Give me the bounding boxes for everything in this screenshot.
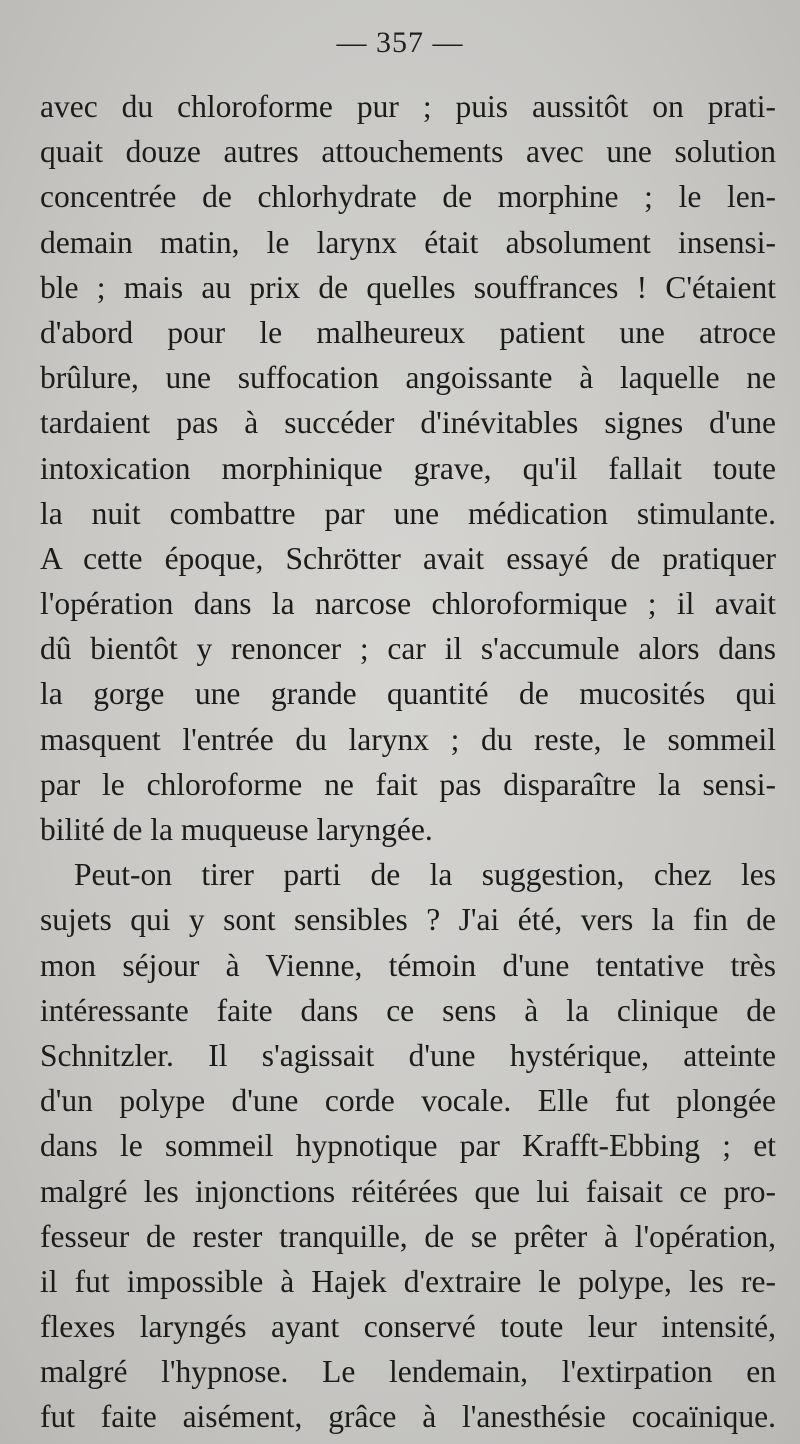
paragraph-1 (40, 84, 776, 852)
text-line: quait douze autres attouchements avec une solution (40, 134, 776, 170)
text-line: flexes laryngés ayant conservé toute leur intensité, (40, 1309, 776, 1345)
text-line: il fut impossible à Hajek d'extraire le polype, les re- (40, 1263, 776, 1299)
text-line: demain matin, le larynx était absolument insensi- (40, 224, 776, 260)
text-line: intoxication morphinique grave, qu'il fallait toute (40, 450, 776, 486)
text-line: d'un polype d'une corde vocale. Elle fut plongée (40, 1083, 776, 1119)
text-line: par le chloroforme ne fait pas disparaître la sensi- (40, 766, 776, 802)
text-line: Peut-on tirer parti de la suggestion, chez les (74, 857, 776, 893)
text-line: fesseur de rester tranquille, de se prêter à l'opération, (40, 1218, 776, 1254)
text-line: tardaient pas à succéder d'inévitables signes d'une (40, 405, 776, 441)
text-line: la gorge une grande quantité de mucosités qui (40, 676, 776, 712)
text-line: mon séjour à Vienne, témoin d'une tentative très (40, 947, 776, 983)
text-line: ble ; mais au prix de quelles souffrances ! C'étaient (40, 269, 776, 305)
text-line: l'opération dans la narcose chloroformique ; il avait (40, 586, 776, 622)
text-line: masquent l'entrée du larynx ; du reste, le sommeil (40, 721, 776, 757)
text-line: fut faite aisément, grâce à l'anesthésie cocaïnique. (40, 1399, 776, 1435)
text-line: Schnitzler. Il s'agissait d'une hystérique, atteinte (40, 1037, 776, 1073)
text-line: malgré les injonctions réitérées que lui faisait ce pro- (40, 1173, 776, 1209)
text-line: avec du chloroforme pur ; puis aussitôt on prati- (40, 89, 776, 124)
text-line: brûlure, une suffocation angoissante à laquelle ne (40, 360, 776, 396)
text-line: malgré l'hypnose. Le lendemain, l'extirpation en (40, 1354, 776, 1390)
body-text (40, 84, 776, 1440)
text-line: dû bientôt y renoncer ; car il s'accumule alors dans (40, 631, 776, 667)
text-line: la nuit combattre par une médication stimulante. (40, 495, 776, 531)
paragraph-2 (40, 852, 776, 1439)
text-line: intéressante faite dans ce sens à la clinique de (40, 992, 776, 1028)
text-line: sujets qui y sont sensibles ? J'ai été, vers la fin de (40, 902, 776, 938)
text-line: d'abord pour le malheureux patient une atroce (40, 314, 776, 350)
text-line: dans le sommeil hypnotique par Krafft-Ebbing ; et (40, 1128, 776, 1164)
text-line: A cette époque, Schrötter avait essayé de pratiquer (40, 540, 776, 576)
text-line: concentrée de chlorhydrate de morphine ; le len- (40, 179, 776, 215)
text-line: bilité de la muqueuse laryngée. (40, 812, 433, 847)
page-number: — 357 — (336, 26, 464, 59)
